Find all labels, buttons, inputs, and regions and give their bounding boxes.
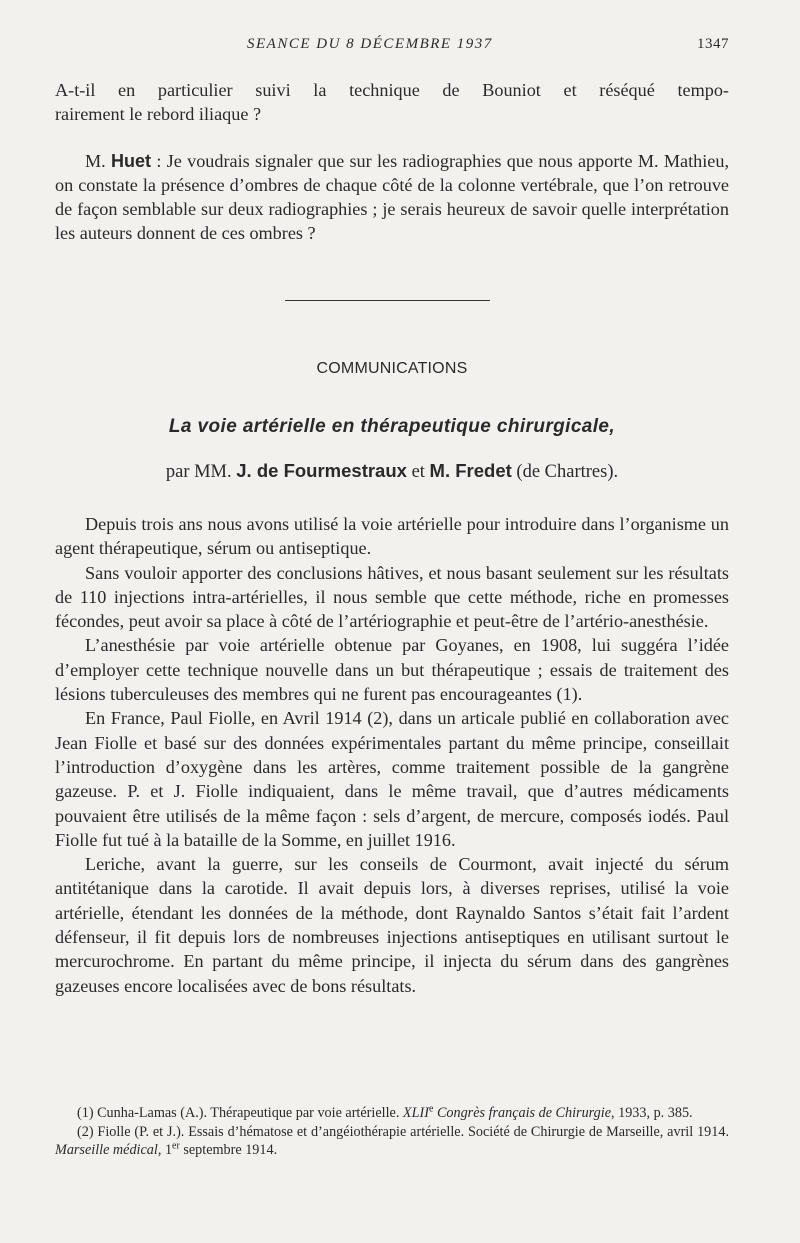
footnote-2: (2) Fiolle (P. et J.). Essais d’hématose et d’angéiothérapie artérielle. Société de Chirurgie de Marseille, avril 1914. Marseille médical, 1er septembre 1914. xyxy=(55,1123,729,1158)
discussion-block xyxy=(55,78,729,246)
author-name: J. de Fourmestraux xyxy=(236,460,407,481)
body-paragraph: L’anesthésie par voie artérielle obtenue par Goyanes, en 1908, lui suggéra l’idée d’employer cette technique nouvelle dans un but thérapeutique ; essais de traitement des lésions tuberculeuses des membres qui ne furent pas encourageantes (1). xyxy=(55,635,729,705)
section-heading: COMMUNICATIONS xyxy=(316,360,468,377)
article-body xyxy=(55,512,729,998)
author-name: M. Fredet xyxy=(429,460,512,481)
footnote-1: (1) Cunha-Lamas (A.). Thérapeutique par voie artérielle. XLIIe Congrès français de Chirurgie, 1933, p. 385. xyxy=(77,1103,693,1121)
running-title: SEANCE DU 8 DÉCEMBRE 1937 xyxy=(247,36,493,52)
discussion-line: rairement le rebord iliaque ? xyxy=(55,104,262,125)
running-header xyxy=(55,36,729,56)
huet-remark xyxy=(55,149,729,246)
body-paragraph: Leriche, avant la guerre, sur les conseils de Courmont, avait injecté du sérum antitétanique dans la carotide. Il avait depuis lors, à diverses reprises, utilisé la voie artérielle, étendant les données de la méthode, dont Raynaldo Santos s’était fait l’ardent défenseur, il fit depuis lors de nombreuses injections antiseptiques en utilisant surtout le mercurochrome. En partant du même principe, il injecta du sérum dans des gangrènes gazeuses encore localisées avec de bons résultats. xyxy=(55,854,729,996)
speaker-prefix: M. xyxy=(85,150,112,171)
section-divider xyxy=(285,300,490,301)
speaker-name: Huet xyxy=(111,150,152,171)
discussion-line: A-t-il en particulier suivi la technique de Bouniot et réséqué tempo- xyxy=(55,80,729,100)
body-paragraph: En France, Paul Fiolle, en Avril 1914 (2), dans un articale publié en collaboration avec Jean Fiolle et basé sur des données expérimentales partant du même principe, conseillait l’introduction d’oxygène dans les artères, comme traitement possible de la gangrène gazeuse. P. et J. Fiolle indiquaient, dans le même travail, que d’autres médicaments pouvaient être utilisés de la même façon : sels d’argent, de mercure, composés iodés. Paul Fiolle fut tué à la bataille de la Somme, en juillet 1916. xyxy=(55,708,729,850)
speaker-text: : Je voudrais signaler que sur les radiographies que nous apporte M. Mathieu, on constate la présence d’ombres de chaque côté de la colonne vertébrale, que l’on retrouve de façon semblable sur deux radiographies ; je serais heureux de savoir quelle interprétation les auteurs donnent de ces ombres ? xyxy=(55,150,729,244)
body-paragraph: Sans vouloir apporter des conclusions hâtives, et nous basant seulement sur les résultats de 110 injections intra-artérielles, il nous semble que cette méthode, riche en promesses fécondes, peut avoir sa place à côté de l’artériographie et peut-être de l’artério-anesthésie. xyxy=(55,562,729,632)
page-number: 1347 xyxy=(697,36,729,52)
byline: par MM. J. de Fourmestraux et M. Fredet (de Chartres). xyxy=(165,460,619,482)
footnotes xyxy=(55,1104,729,1160)
body-paragraph: Depuis trois ans nous avons utilisé la voie artérielle pour introduire dans l’organisme un agent thérapeutique, sérum ou antiseptique. xyxy=(55,514,729,559)
article-title: La voie artérielle en thérapeutique chirurgicale, xyxy=(168,416,616,437)
